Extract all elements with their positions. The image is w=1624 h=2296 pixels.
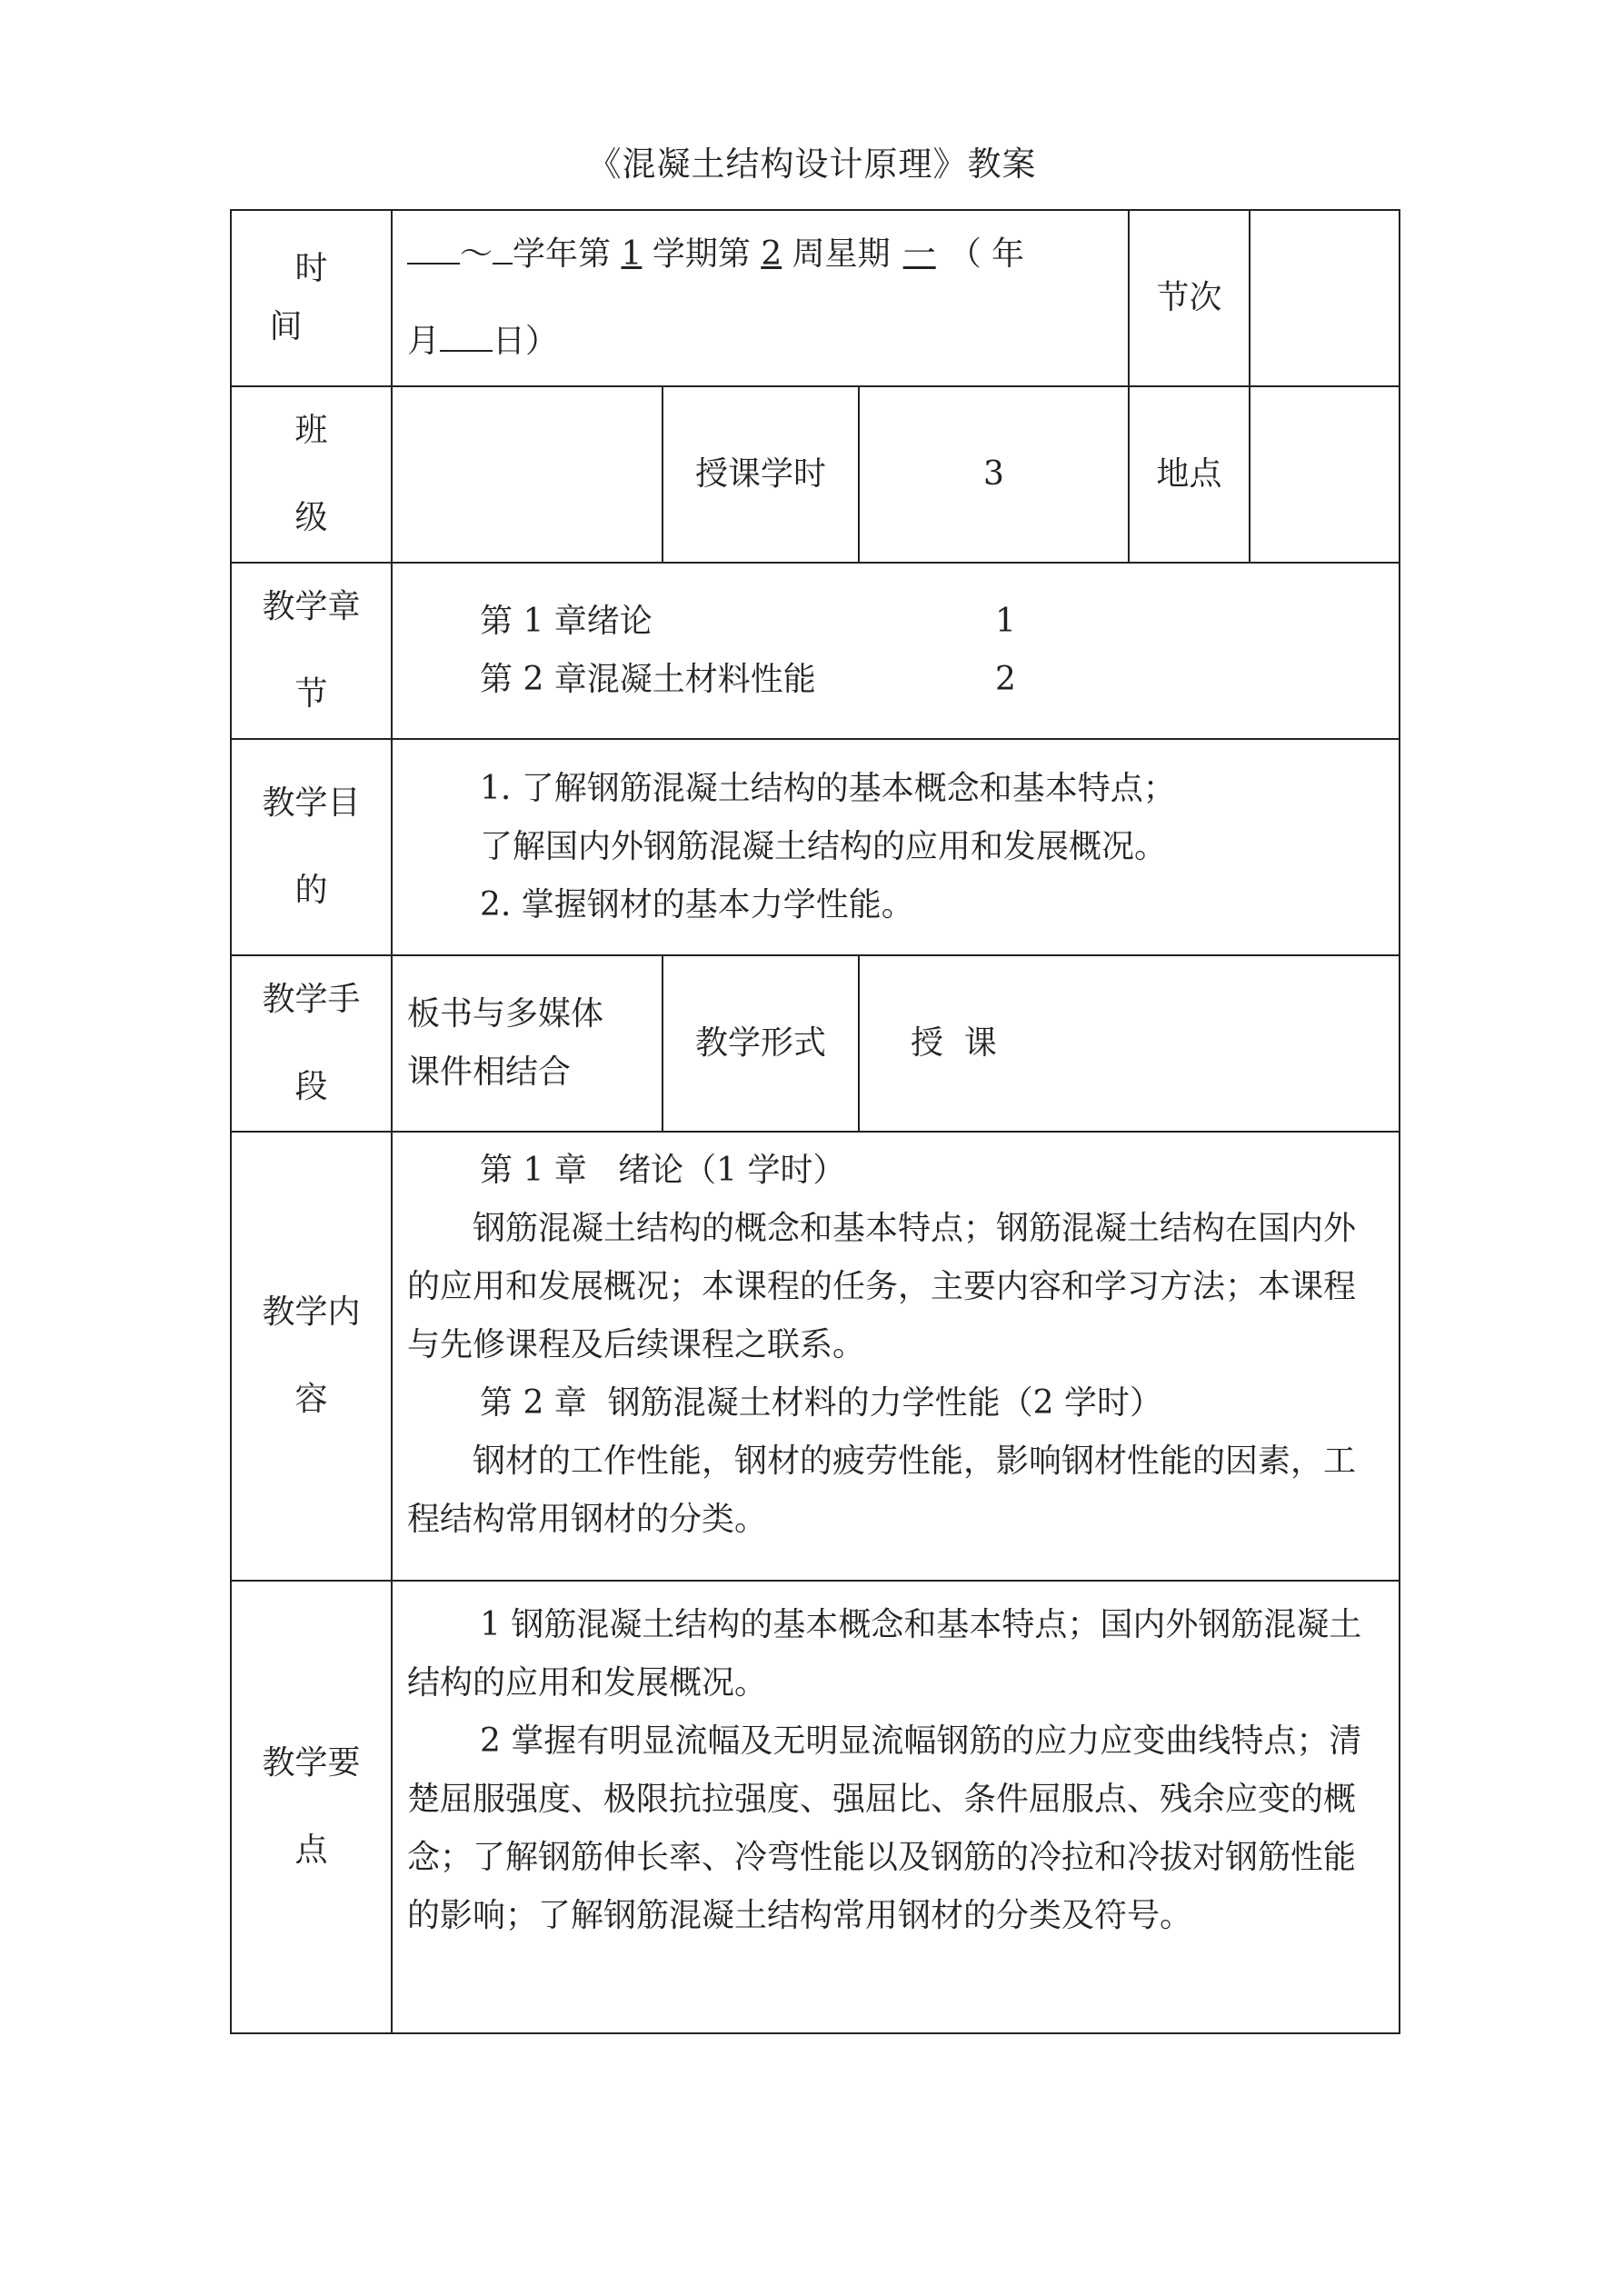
keypoints-label-1: 教学要 bbox=[262, 1744, 361, 1782]
means-label-2: 段 bbox=[294, 1068, 328, 1105]
goal-label-1: 教学目 bbox=[262, 784, 361, 822]
year-end-blank bbox=[493, 235, 513, 265]
content-label-cell bbox=[231, 1132, 392, 1581]
row-time bbox=[231, 210, 1400, 386]
goal-item: 2. 掌握钢材的基本力学性能。 bbox=[480, 886, 914, 923]
lesson-plan-table bbox=[230, 209, 1400, 2034]
means-value-line-1: 板书与多媒体 bbox=[407, 995, 604, 1033]
chapter-hours: 2 bbox=[995, 661, 1016, 698]
zhouxingqi-text: 周星期 bbox=[792, 235, 891, 273]
row-means bbox=[231, 955, 1400, 1132]
class-label-2: 级 bbox=[294, 499, 328, 536]
content-label-1: 教学内 bbox=[262, 1293, 361, 1331]
goal-list-cell bbox=[392, 739, 1400, 955]
hours-label-cell bbox=[663, 386, 859, 563]
class-label-cell bbox=[231, 386, 392, 563]
class-value-cell bbox=[392, 386, 663, 563]
paren-open-text: （ 年 bbox=[948, 235, 1025, 273]
hours-value: 3 bbox=[983, 455, 1004, 493]
means-value-cell bbox=[392, 955, 663, 1132]
chapter-label-1: 教学章 bbox=[262, 588, 361, 625]
goal-label-2: 的 bbox=[294, 872, 328, 909]
chapter2-heading: 第 2 章 钢筋混凝土材料的力学性能（2 学时） bbox=[480, 1384, 1163, 1422]
means-label-1: 教学手 bbox=[262, 981, 361, 1018]
keypoints-label-cell bbox=[231, 1581, 392, 2033]
day-blank bbox=[440, 323, 493, 352]
tilde: ～ bbox=[460, 235, 493, 273]
row-class bbox=[231, 386, 1400, 563]
means-value-line-2: 课件相结合 bbox=[407, 1053, 572, 1091]
time-label: 时间 bbox=[269, 250, 379, 345]
section-no-value-cell bbox=[1250, 210, 1400, 386]
hours-label: 授课学时 bbox=[694, 455, 826, 493]
year-start-blank bbox=[407, 235, 460, 265]
form-value-cell bbox=[859, 955, 1400, 1132]
content-cell bbox=[392, 1132, 1400, 1581]
chapter-item bbox=[407, 593, 1384, 651]
document-title: 《混凝土结构设计原理》教案 bbox=[587, 145, 1037, 184]
content-label-2: 容 bbox=[294, 1381, 328, 1418]
term-number: 1 bbox=[621, 235, 643, 273]
goal-item: 1. 了解钢筋混凝土结构的基本概念和基本特点； bbox=[480, 770, 1176, 807]
chapter-name: 第 1 章绪论 bbox=[480, 603, 653, 640]
week-number: 2 bbox=[761, 235, 782, 273]
chapter2-text: 钢材的工作性能，钢材的疲劳性能，影响钢材性能的因素，工程结构常用钢材的分类。 bbox=[407, 1442, 1357, 1538]
chapter-item bbox=[407, 651, 1384, 709]
section-no-label: 节次 bbox=[1156, 279, 1222, 316]
hours-value-cell bbox=[859, 386, 1129, 563]
chapter1-heading: 第 1 章 绪论（1 学时） bbox=[480, 1152, 846, 1189]
class-label-1: 班 bbox=[294, 412, 328, 449]
goal-item: 了解国内外钢筋混凝土结构的应用和发展概况。 bbox=[480, 828, 1168, 865]
chapter-list-cell bbox=[392, 563, 1400, 739]
month-text: 月 bbox=[407, 323, 441, 360]
place-label: 地点 bbox=[1156, 455, 1222, 493]
time-value-cell bbox=[392, 210, 1129, 386]
means-label-cell bbox=[231, 955, 392, 1132]
keypoint-2: 2 掌握有明显流幅及无明显流幅钢筋的应力应变曲线特点；清楚屈服强度、极限抗拉强度、强屈比、条件屈服点、残余应变的概念；了解钢筋伸长率、冷弯性能以及钢筋的冷拉和冷拔对钢筋性能的影响；了解钢筋混凝土结构常用钢材的分类及符号。 bbox=[407, 1722, 1362, 1934]
place-value-cell bbox=[1250, 386, 1400, 563]
row-chapters bbox=[231, 563, 1400, 739]
row-content bbox=[231, 1132, 1400, 1581]
row-keypoints bbox=[231, 1581, 1400, 2033]
xueqidi-text: 学期第 bbox=[652, 235, 751, 273]
goal-label-cell bbox=[231, 739, 392, 955]
keypoints-label-2: 点 bbox=[294, 1832, 328, 1869]
keypoints-cell bbox=[392, 1581, 1400, 2033]
form-value: 授 课 bbox=[911, 1024, 997, 1062]
weekday-value: 一 bbox=[902, 235, 936, 273]
chapter-label-2: 节 bbox=[294, 675, 328, 713]
xueniandi-text: 学年第 bbox=[513, 235, 612, 273]
day-close-text: 日） bbox=[493, 323, 559, 360]
keypoint-1: 1 钢筋混凝土结构的基本概念和基本特点；国内外钢筋混凝土结构的应用和发展概况。 bbox=[407, 1606, 1362, 1702]
chapter-name: 第 2 章混凝土材料性能 bbox=[480, 661, 816, 698]
chapter-label-cell bbox=[231, 563, 392, 739]
form-label-cell bbox=[663, 955, 859, 1132]
time-label-cell bbox=[231, 210, 392, 386]
chapter1-text: 钢筋混凝土结构的概念和基本特点；钢筋混凝土结构在国内外的应用和发展概况；本课程的任务，主要内容和学习方法；本课程与先修课程及后续课程之联系。 bbox=[407, 1210, 1357, 1363]
place-label-cell bbox=[1129, 386, 1250, 563]
form-label: 教学形式 bbox=[694, 1024, 826, 1062]
section-no-label-cell bbox=[1129, 210, 1250, 386]
row-goals bbox=[231, 739, 1400, 955]
chapter-hours: 1 bbox=[995, 603, 1016, 640]
